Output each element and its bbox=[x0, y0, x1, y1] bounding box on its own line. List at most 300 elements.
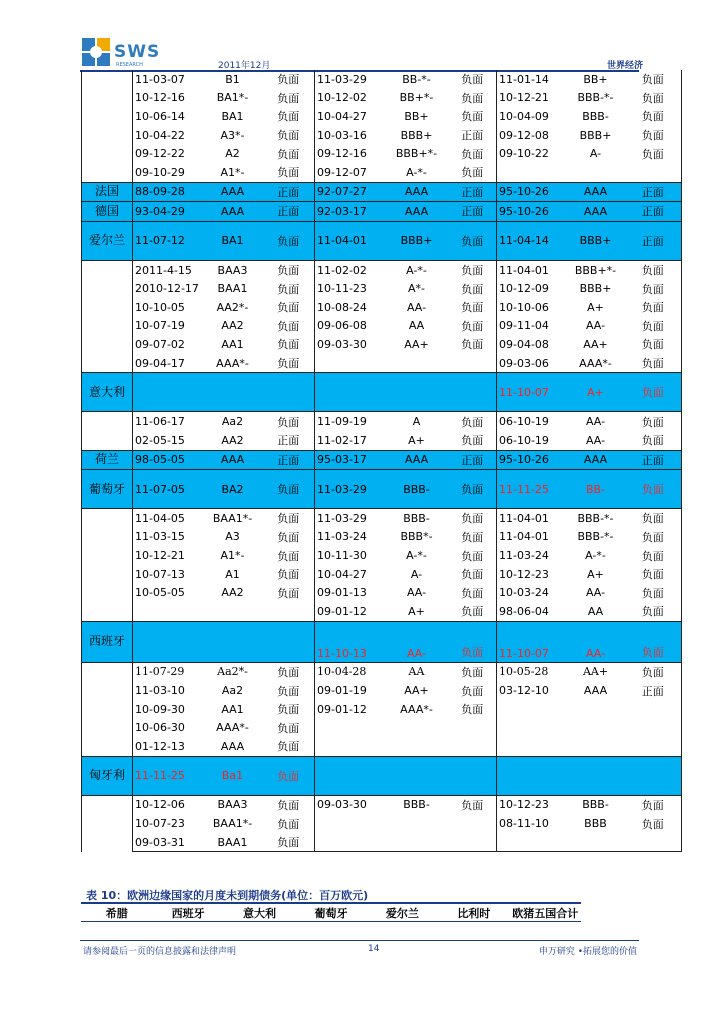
table-row bbox=[82, 107, 682, 126]
rating-date-cell bbox=[315, 737, 385, 756]
rating-outlook-cell: 负面 bbox=[625, 583, 682, 602]
country-name-portugal: 葡萄牙 bbox=[82, 470, 133, 509]
rating-date-cell: 10-12-16 bbox=[135, 91, 185, 105]
table-row bbox=[82, 700, 682, 719]
rating-outlook-cell: 负面 bbox=[625, 317, 682, 336]
table-row bbox=[82, 528, 682, 547]
rating-date-cell: 08-11-10 bbox=[499, 817, 549, 831]
rating-grade-cell: BAA3 bbox=[217, 798, 248, 812]
rating-outlook-cell: 负面 bbox=[449, 279, 497, 298]
table-row bbox=[82, 70, 682, 89]
rating-grade-cell: AA2 bbox=[203, 431, 263, 450]
rating-date-cell: 11-11-25 bbox=[497, 470, 567, 509]
rating-grade-cell: AA bbox=[408, 665, 425, 679]
rating-outlook-cell: 负面 bbox=[263, 662, 315, 681]
rating-date-cell: 09-01-19 bbox=[317, 684, 367, 698]
rating-date-cell bbox=[315, 373, 385, 412]
rating-date-cell: 11-10-13 bbox=[315, 621, 385, 662]
country-name-italy: 意大利 bbox=[82, 373, 133, 412]
rating-date-cell: 11-07-12 bbox=[133, 221, 203, 260]
country-header-row bbox=[82, 182, 682, 202]
rating-date-cell: 11-10-07 bbox=[497, 373, 567, 412]
table-row bbox=[82, 602, 682, 621]
rating-grade-cell: AA2*- bbox=[216, 300, 249, 314]
table10-header: 希腊 bbox=[105, 907, 128, 920]
rating-date-cell: 11-02-17 bbox=[315, 431, 385, 450]
rating-outlook-cell: 负面 bbox=[625, 107, 682, 126]
rating-date-cell: 11-11-25 bbox=[133, 756, 203, 795]
rating-grade-cell: A+ bbox=[587, 300, 604, 314]
rating-grade-cell: BBB+*- bbox=[395, 147, 438, 161]
rating-outlook-cell: 负面 bbox=[449, 163, 497, 182]
rating-outlook-cell: 负面 bbox=[263, 412, 315, 431]
rating-grade-cell: BBB- bbox=[582, 798, 609, 812]
country-header-row bbox=[82, 202, 682, 222]
rating-grade-cell bbox=[203, 373, 263, 412]
rating-outlook-cell: 负面 bbox=[449, 298, 497, 317]
rating-grade-cell: AA+ bbox=[582, 665, 609, 679]
rating-outlook-cell bbox=[449, 737, 497, 756]
rating-outlook-cell bbox=[449, 833, 497, 852]
rating-date-cell: 92-03-17 bbox=[315, 202, 385, 222]
rating-date-cell: 10-04-09 bbox=[499, 109, 549, 123]
table-row bbox=[82, 681, 682, 700]
rating-grade-cell: AAA bbox=[567, 182, 625, 202]
country-name-germany: 德国 bbox=[82, 202, 133, 222]
rating-outlook-cell: 负面 bbox=[449, 144, 497, 163]
rating-date-cell bbox=[497, 737, 567, 756]
table-row bbox=[82, 565, 682, 584]
country-header-row bbox=[82, 756, 682, 795]
rating-grade-cell: A3 bbox=[225, 530, 240, 544]
table-row bbox=[82, 795, 682, 814]
rating-grade-cell bbox=[385, 373, 449, 412]
rating-date-cell: 09-06-08 bbox=[317, 319, 367, 333]
table-row bbox=[82, 279, 682, 298]
rating-grade-cell: A-*- bbox=[406, 263, 427, 277]
rating-grade-cell: AA2 bbox=[221, 586, 244, 600]
rating-grade-cell: AAA bbox=[385, 182, 449, 202]
rating-outlook-cell: 负面 bbox=[263, 528, 315, 547]
rating-date-cell: 09-12-16 bbox=[317, 147, 367, 161]
rating-date-cell: 02-05-15 bbox=[133, 431, 203, 450]
country-name-hungary: 匈牙利 bbox=[82, 756, 133, 795]
country-name-spain: 西班牙 bbox=[82, 621, 133, 662]
rating-outlook-cell bbox=[625, 756, 682, 795]
rating-outlook-cell: 负面 bbox=[625, 565, 682, 584]
rating-date-cell: 11-07-29 bbox=[135, 665, 185, 679]
rating-date-cell: 09-03-06 bbox=[497, 354, 567, 373]
rating-outlook-cell: 负面 bbox=[263, 70, 315, 89]
rating-grade-cell: AAA bbox=[385, 202, 449, 222]
rating-grade-cell: Aa2 bbox=[221, 684, 244, 698]
rating-date-cell: 11-04-01 bbox=[499, 530, 549, 544]
rating-outlook-cell: 负面 bbox=[263, 700, 315, 719]
rating-date-cell: 10-07-13 bbox=[135, 567, 185, 581]
rating-grade-cell: A-*- bbox=[585, 549, 606, 563]
rating-outlook-cell: 负面 bbox=[449, 89, 497, 108]
rating-outlook-cell: 正面 bbox=[625, 221, 682, 260]
rating-outlook-cell bbox=[449, 718, 497, 737]
rating-date-cell bbox=[315, 756, 385, 795]
rating-grade-cell: BBB*- bbox=[400, 530, 433, 544]
rating-date-cell: 10-12-06 bbox=[135, 798, 185, 812]
rating-outlook-cell: 负面 bbox=[625, 373, 682, 412]
rating-grade-cell: AA+ bbox=[404, 337, 429, 351]
rating-grade-cell: AA bbox=[567, 602, 625, 621]
sws-logo-icon bbox=[80, 36, 112, 68]
rating-outlook-cell: 负面 bbox=[263, 509, 315, 528]
rating-date-cell bbox=[315, 354, 385, 373]
rating-outlook-cell: 正面 bbox=[625, 681, 682, 700]
rating-date-cell bbox=[497, 756, 567, 795]
rating-grade-cell bbox=[203, 621, 263, 662]
rating-date-cell: 11-03-29 bbox=[317, 72, 367, 86]
rating-grade-cell: A- bbox=[589, 147, 602, 161]
rating-grade-cell: BBB+ bbox=[579, 282, 612, 296]
rating-grade-cell: BA1 bbox=[203, 221, 263, 260]
rating-outlook-cell bbox=[625, 833, 682, 852]
rating-grade-cell: BBB- bbox=[403, 511, 430, 525]
rating-date-cell: 09-03-30 bbox=[317, 337, 367, 351]
rating-outlook-cell: 负面 bbox=[263, 144, 315, 163]
rating-grade-cell: AA- bbox=[567, 431, 625, 450]
rating-grade-cell: BBB+ bbox=[579, 128, 612, 142]
rating-grade-cell: AA- bbox=[406, 586, 427, 600]
country-cell bbox=[82, 70, 133, 182]
table10-header-row bbox=[81, 905, 581, 921]
rating-date-cell: 11-07-05 bbox=[133, 470, 203, 509]
rating-grade-cell: Aa2*- bbox=[217, 665, 248, 679]
rating-date-cell bbox=[497, 718, 567, 737]
rating-grade-cell: AAA bbox=[203, 450, 263, 470]
rating-grade-cell bbox=[567, 163, 625, 182]
rating-grade-cell: A+ bbox=[385, 602, 449, 621]
rating-date-cell: 06-10-19 bbox=[497, 431, 567, 450]
rating-grade-cell: AAA*- bbox=[400, 702, 433, 716]
rating-date-cell: 2011-4-15 bbox=[135, 263, 192, 277]
rating-grade-cell: BAA1 bbox=[203, 833, 263, 852]
rating-date-cell: 98-05-05 bbox=[133, 450, 203, 470]
rating-grade-cell: AAA bbox=[583, 684, 608, 698]
rating-date-cell: 09-01-12 bbox=[315, 602, 385, 621]
rating-grade-cell bbox=[567, 833, 625, 852]
table-row bbox=[82, 89, 682, 108]
rating-grade-cell: AA2 bbox=[221, 319, 244, 333]
footer-rule bbox=[80, 940, 639, 941]
rating-outlook-cell: 负面 bbox=[263, 279, 315, 298]
rating-outlook-cell: 正面 bbox=[263, 431, 315, 450]
rating-outlook-cell: 正面 bbox=[625, 182, 682, 202]
rating-outlook-cell: 负面 bbox=[449, 107, 497, 126]
rating-outlook-cell: 负面 bbox=[263, 756, 315, 795]
rating-outlook-cell bbox=[625, 700, 682, 719]
rating-outlook-cell: 负面 bbox=[449, 260, 497, 279]
rating-date-cell: 09-03-30 bbox=[317, 798, 367, 812]
rating-date-cell bbox=[133, 602, 203, 621]
rating-date-cell: 92-07-27 bbox=[315, 182, 385, 202]
country-header-row bbox=[82, 450, 682, 470]
rating-outlook-cell: 负面 bbox=[449, 335, 497, 354]
rating-date-cell: 10-12-21 bbox=[499, 91, 549, 105]
country-cell bbox=[82, 260, 133, 373]
rating-outlook-cell bbox=[625, 737, 682, 756]
rating-grade-cell bbox=[567, 718, 625, 737]
rating-outlook-cell: 负面 bbox=[263, 795, 315, 814]
rating-date-cell: 10-04-22 bbox=[135, 128, 185, 142]
rating-outlook-cell: 负面 bbox=[449, 431, 497, 450]
rating-outlook-cell: 负面 bbox=[625, 354, 682, 373]
table-row bbox=[82, 354, 682, 373]
rating-date-cell: 10-12-23 bbox=[499, 798, 549, 812]
rating-grade-cell: BB- bbox=[567, 470, 625, 509]
rating-grade-cell bbox=[385, 737, 449, 756]
table10-header-rule bbox=[81, 921, 581, 922]
rating-outlook-cell: 负面 bbox=[449, 528, 497, 547]
rating-date-cell: 10-05-28 bbox=[499, 665, 549, 679]
rating-outlook-cell: 负面 bbox=[449, 221, 497, 260]
rating-outlook-cell: 负面 bbox=[263, 221, 315, 260]
table10-header: 意大利 bbox=[243, 907, 277, 920]
rating-outlook-cell: 负面 bbox=[263, 546, 315, 565]
rating-outlook-cell: 负面 bbox=[263, 126, 315, 145]
rating-outlook-cell: 负面 bbox=[625, 431, 682, 450]
rating-date-cell: 10-03-24 bbox=[499, 586, 549, 600]
rating-grade-cell: AAA*- bbox=[203, 354, 263, 373]
rating-grade-cell bbox=[385, 833, 449, 852]
rating-outlook-cell bbox=[263, 621, 315, 662]
country-header-row bbox=[82, 621, 682, 662]
rating-date-cell: 09-04-08 bbox=[499, 337, 549, 351]
rating-outlook-cell: 负面 bbox=[263, 833, 315, 852]
country-header-row bbox=[82, 470, 682, 509]
table-row bbox=[82, 583, 682, 602]
table-row bbox=[82, 737, 682, 756]
rating-grade-cell: AA- bbox=[585, 415, 606, 429]
rating-outlook-cell bbox=[449, 354, 497, 373]
rating-date-cell: 11-03-07 bbox=[135, 72, 185, 86]
footer-slogan: 申万研究 •拓展您的价值 bbox=[538, 947, 637, 957]
rating-date-cell: 11-04-05 bbox=[135, 511, 185, 525]
rating-date-cell: 10-12-09 bbox=[499, 282, 549, 296]
rating-date-cell bbox=[497, 700, 567, 719]
rating-grade-cell: AA- bbox=[585, 319, 606, 333]
rating-date-cell: 11-04-01 bbox=[315, 221, 385, 260]
rating-outlook-cell bbox=[449, 373, 497, 412]
footer-disclaimer: 请参阅最后一页的信息披露和法律声明 bbox=[83, 947, 237, 957]
rating-outlook-cell bbox=[625, 718, 682, 737]
rating-outlook-cell: 负面 bbox=[625, 298, 682, 317]
rating-date-cell: 10-08-24 bbox=[317, 300, 367, 314]
rating-date-cell: 11-03-15 bbox=[135, 530, 185, 544]
table-row bbox=[82, 814, 682, 833]
rating-date-cell: 11-01-14 bbox=[499, 72, 549, 86]
rating-date-cell: 10-12-21 bbox=[135, 549, 185, 563]
rating-outlook-cell: 负面 bbox=[263, 317, 315, 336]
ratings-table-body bbox=[82, 70, 682, 852]
rating-outlook-cell: 负面 bbox=[625, 621, 682, 662]
rating-grade-cell: AA- bbox=[406, 300, 427, 314]
rating-grade-cell: A3*- bbox=[220, 128, 245, 142]
country-cell bbox=[82, 662, 133, 756]
rating-grade-cell: BA1*- bbox=[216, 91, 249, 105]
rating-grade-cell bbox=[385, 756, 449, 795]
rating-grade-cell bbox=[567, 737, 625, 756]
rating-outlook-cell: 负面 bbox=[625, 795, 682, 814]
rating-grade-cell: AA+ bbox=[583, 337, 608, 351]
rating-outlook-cell: 负面 bbox=[263, 737, 315, 756]
rating-date-cell bbox=[133, 621, 203, 662]
rating-grade-cell: BAA1*- bbox=[212, 511, 253, 525]
rating-outlook-cell bbox=[625, 163, 682, 182]
rating-outlook-cell: 负面 bbox=[449, 795, 497, 814]
brand-subtext: RESEARCH bbox=[116, 62, 143, 68]
rating-grade-cell: A+ bbox=[587, 567, 604, 581]
rating-outlook-cell: 负面 bbox=[449, 662, 497, 681]
rating-grade-cell: AA- bbox=[385, 621, 449, 662]
rating-date-cell: 09-04-17 bbox=[133, 354, 203, 373]
rating-outlook-cell: 正面 bbox=[263, 202, 315, 222]
rating-date-cell bbox=[315, 833, 385, 852]
rating-date-cell: 10-05-05 bbox=[135, 586, 185, 600]
rating-outlook-cell: 负面 bbox=[625, 546, 682, 565]
rating-grade-cell: AA- bbox=[585, 586, 606, 600]
table-row bbox=[82, 546, 682, 565]
rating-outlook-cell: 负面 bbox=[263, 583, 315, 602]
rating-grade-cell bbox=[203, 602, 263, 621]
rating-date-cell: 03-12-10 bbox=[499, 684, 549, 698]
rating-outlook-cell: 负面 bbox=[449, 509, 497, 528]
page-number: 14 bbox=[368, 944, 380, 954]
rating-date-cell bbox=[133, 373, 203, 412]
rating-outlook-cell: 正面 bbox=[449, 126, 497, 145]
table-row bbox=[82, 718, 682, 737]
rating-grade-cell: Ba1 bbox=[203, 756, 263, 795]
rating-grade-cell: BBB-*- bbox=[577, 91, 614, 105]
rating-date-cell: 09-12-22 bbox=[135, 147, 185, 161]
sovereign-ratings-table bbox=[81, 70, 682, 852]
rating-date-cell: 09-11-04 bbox=[499, 319, 549, 333]
rating-outlook-cell: 负面 bbox=[625, 70, 682, 89]
rating-outlook-cell: 负面 bbox=[449, 317, 497, 336]
rating-date-cell: 95-10-26 bbox=[497, 202, 567, 222]
table-row bbox=[82, 298, 682, 317]
rating-date-cell: 11-06-17 bbox=[135, 415, 185, 429]
rating-grade-cell: AAA*- bbox=[567, 354, 625, 373]
country-name-ireland: 爱尔兰 bbox=[82, 221, 133, 260]
rating-date-cell: 10-07-23 bbox=[135, 817, 185, 831]
rating-grade-cell: A1*- bbox=[220, 549, 245, 563]
rating-grade-cell: BBB- bbox=[385, 470, 449, 509]
rating-outlook-cell: 负面 bbox=[625, 662, 682, 681]
rating-date-cell: 10-10-06 bbox=[499, 300, 549, 314]
rating-date-cell: 09-01-12 bbox=[317, 702, 367, 716]
rating-outlook-cell: 负面 bbox=[625, 126, 682, 145]
rating-outlook-cell: 负面 bbox=[625, 335, 682, 354]
country-cell bbox=[82, 795, 133, 852]
table10-header: 西班牙 bbox=[171, 907, 205, 920]
rating-grade-cell bbox=[567, 700, 625, 719]
rating-date-cell: 10-04-27 bbox=[317, 109, 367, 123]
rating-grade-cell: A-*- bbox=[406, 165, 427, 179]
rating-outlook-cell: 负面 bbox=[625, 602, 682, 621]
rating-grade-cell: AAA bbox=[203, 182, 263, 202]
rating-date-cell: 95-10-26 bbox=[497, 182, 567, 202]
rating-grade-cell bbox=[567, 756, 625, 795]
rating-date-cell: 10-04-27 bbox=[317, 567, 367, 581]
rating-outlook-cell: 负面 bbox=[449, 602, 497, 621]
table-row bbox=[82, 126, 682, 145]
rating-outlook-cell: 负面 bbox=[263, 681, 315, 700]
rating-outlook-cell bbox=[449, 814, 497, 833]
rating-grade-cell: AAA bbox=[567, 450, 625, 470]
rating-outlook-cell: 负面 bbox=[625, 89, 682, 108]
rating-grade-cell: BBB-*- bbox=[577, 530, 614, 544]
table-row bbox=[82, 163, 682, 182]
rating-date-cell: 2010-12-17 bbox=[135, 282, 199, 296]
rating-grade-cell: Aa2 bbox=[221, 415, 244, 429]
rating-outlook-cell bbox=[263, 373, 315, 412]
rating-outlook-cell: 负面 bbox=[625, 260, 682, 279]
table10-header: 葡萄牙 bbox=[314, 907, 348, 920]
rating-outlook-cell: 负面 bbox=[449, 70, 497, 89]
rating-date-cell bbox=[497, 833, 567, 852]
rating-outlook-cell bbox=[449, 756, 497, 795]
rating-outlook-cell: 负面 bbox=[449, 412, 497, 431]
rating-date-cell: 11-10-07 bbox=[497, 621, 567, 662]
rating-grade-cell: BAA3 bbox=[217, 263, 248, 277]
table-row bbox=[82, 412, 682, 431]
rating-outlook-cell: 负面 bbox=[263, 470, 315, 509]
rating-date-cell: 11-09-19 bbox=[317, 415, 367, 429]
rating-grade-cell: BB+*- bbox=[399, 91, 434, 105]
rating-grade-cell: AAA bbox=[385, 450, 449, 470]
rating-grade-cell: A*- bbox=[408, 282, 425, 296]
rating-grade-cell: AA+ bbox=[404, 684, 429, 698]
rating-grade-cell: B1 bbox=[225, 72, 240, 86]
table10-top-rule bbox=[81, 902, 581, 904]
rating-date-cell: 09-10-22 bbox=[499, 147, 549, 161]
rating-date-cell: 09-07-02 bbox=[135, 337, 185, 351]
table10-title: 表 10：欧洲边缘国家的月度未到期债务(单位：百万欧元) bbox=[86, 889, 369, 902]
rating-outlook-cell: 负面 bbox=[449, 621, 497, 662]
table-row bbox=[82, 509, 682, 528]
rating-date-cell: 10-10-05 bbox=[135, 300, 185, 314]
rating-outlook-cell: 负面 bbox=[449, 700, 497, 719]
rating-date-cell: 10-12-23 bbox=[499, 567, 549, 581]
rating-date-cell: 11-04-01 bbox=[499, 263, 549, 277]
rating-outlook-cell: 负面 bbox=[263, 335, 315, 354]
rating-outlook-cell: 负面 bbox=[263, 565, 315, 584]
rating-outlook-cell: 负面 bbox=[263, 718, 315, 737]
rating-grade-cell: BB-*- bbox=[402, 72, 431, 86]
rating-outlook-cell: 负面 bbox=[263, 354, 315, 373]
rating-date-cell bbox=[315, 814, 385, 833]
brand-text: SWS bbox=[114, 42, 161, 62]
rating-outlook-cell: 负面 bbox=[449, 583, 497, 602]
rating-date-cell: 98-06-04 bbox=[497, 602, 567, 621]
rating-date-cell: 11-03-24 bbox=[499, 549, 549, 563]
rating-outlook-cell: 负面 bbox=[625, 144, 682, 163]
rating-grade-cell: BAA1 bbox=[217, 282, 248, 296]
rating-outlook-cell: 负面 bbox=[449, 470, 497, 509]
rating-outlook-cell: 负面 bbox=[449, 546, 497, 565]
rating-outlook-cell: 负面 bbox=[625, 528, 682, 547]
table10-header: 比利时 bbox=[457, 907, 491, 920]
rating-date-cell: 09-12-07 bbox=[317, 165, 367, 179]
rating-grade-cell: AA1 bbox=[221, 337, 244, 351]
rating-grade-cell: AAA bbox=[567, 202, 625, 222]
